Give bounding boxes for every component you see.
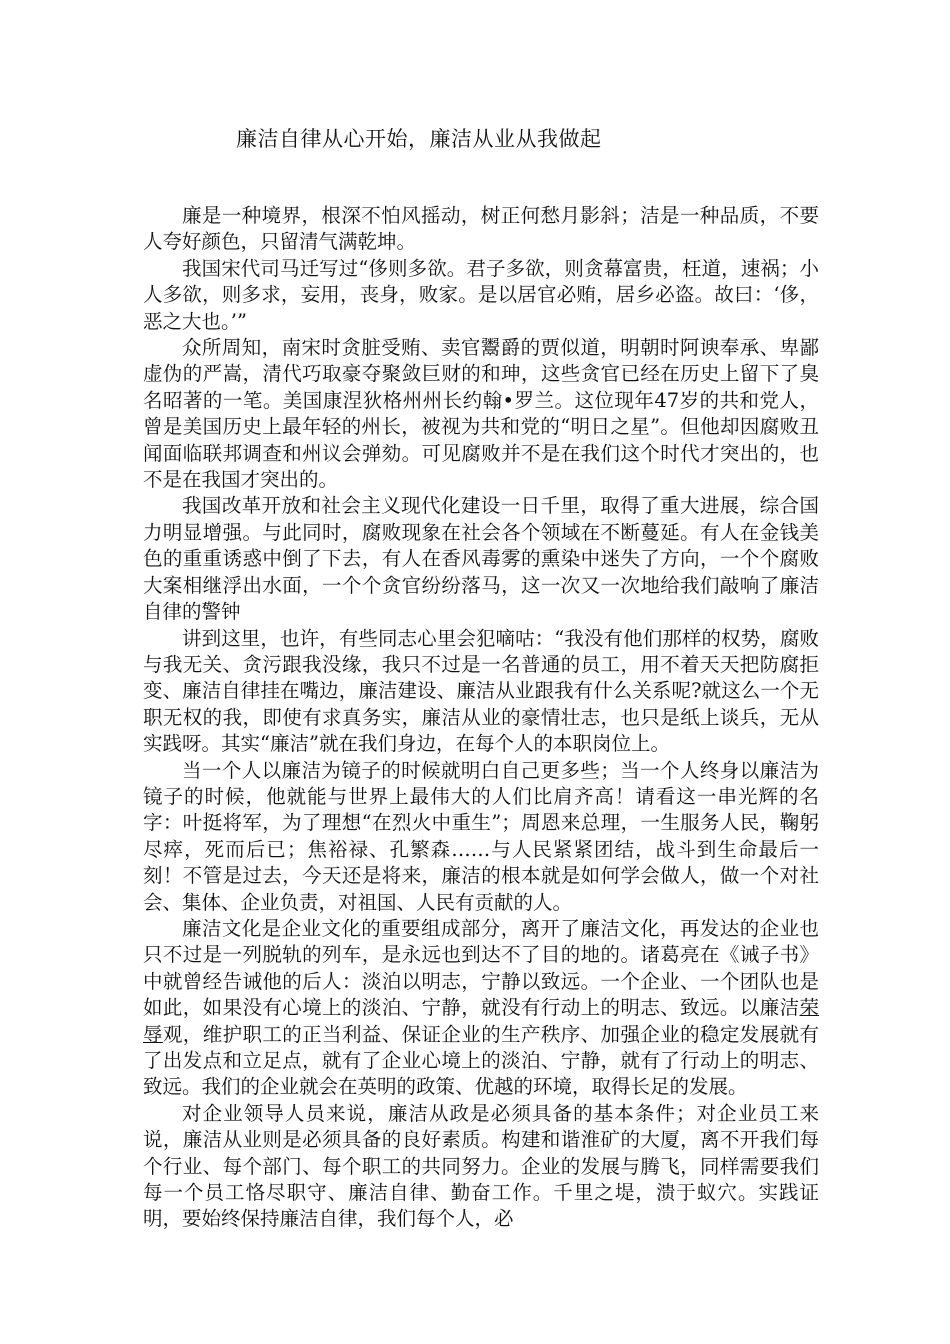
- paragraph-4: 我国改革开放和社会主义现代化建设一日千里，取得了重大进展，综合国力明显增强。与此同时，腐败现象在社会各个领域在不断蔓延。有人在金钱美色的重重诱惑中倒了下去，有人在香风毒雾的熏染中迷失了方向，一个个腐败大案相继浮出水面，一个个贪官纷纷落马，这一次又一次地给我们敲响了廉洁自律的警钟: [143, 494, 819, 624]
- document-body: [143, 203, 819, 1233]
- paragraph-2: 我国宋代司马迁写过“侈则多欲。君子多欲，则贪幕富贵，枉道，速祸；小人多欲，则多求，妄用，丧身，败家。是以居官必贿，居乡必盗。故曰：‘侈，恶之大也。’”: [143, 256, 819, 333]
- paragraph-5: 讲到这里，也许，有些同志心里会犯嘀咕：“我没有他们那样的权势，腐败与我无关、贪污跟我没缘，我只不过是一名普通的员工，用不着天天把防腐拒变、廉洁自律挂在嘴边，廉洁建设、廉洁从业跟我有什么关系呢?就这么一个无职无权的我，即使有求真务实，廉洁从业的豪情壮志，也只是纸上谈兵，无从实践呀。其实“廉洁”就在我们身边，在每个人的本职岗位上。: [143, 626, 819, 756]
- paragraph-1: 廉是一种境界，根深不怕风摇动，树正何愁月影斜；洁是一种品质，不要人夸好颜色，只留清气满乾坤。: [143, 204, 819, 254]
- underlined-term: 荣辱: [143, 996, 819, 1046]
- paragraph-6: 当一个人以廉洁为镜子的时候就明白自己更多些；当一个人终身以廉洁为镜子的时候，他就能与世界上最伟大的人们比肩齐高！请看这一串光辉的名字：叶挺将军，为了理想“在烈火中重生”；周恩来总理，一生服务人民，鞠躬尽瘁，死而后已；焦裕禄、孔繁森……与人民紧紧团结，战斗到生命最后一刻！不管是过去，今天还是将来，廉洁的根本就是如何学会做人，做一个对社会、集体、企业负责，对祖国、人民有贡献的人。: [143, 758, 819, 914]
- paragraph-8: 对企业领导人员来说，廉洁从政是必须具备的基本条件；对企业员工来说，廉洁从业则是必须具备的良好素质。构建和谐淮矿的大厦，离不开我们每个行业、每个部门、每个职工的共同努力。企业的发展与腾飞，同样需要我们每一个员工恪尽职守、廉洁自律、勤奋工作。千里之堤，溃于蚁穴。实践证明，要始终保持廉洁自律，我们每个人，必: [143, 1101, 819, 1231]
- document-title: 廉洁自律从心开始，廉洁从业从我做起: [236, 127, 602, 151]
- paragraph-7-text-a: 廉洁文化是企业文化的重要组成部分，离开了廉洁文化，再发达的企业也只不过是一列脱轨的列车，是永远也到达不了目的地的。诸葛亮在《诫子书》中就曾经告诫他的后人：淡泊以明志，宁静以致远。一个企业、一个团队也是如此，如果没有心境上的淡泊、宁静，就没有行动上的明志、致远。以廉洁: [143, 916, 819, 1020]
- paragraph-7-text-b: 观，维护职工的正当利益、保证企业的生产秩序、加强企业的稳定发展就有了出发点和立足点，就有了企业心境上的淡泊、宁静，就有了行动上的明志、致远。我们的企业就会在英明的政策、优越的环境，取得长足的发展。: [143, 1022, 819, 1099]
- paragraph-3: 众所周知，南宋时贪脏受贿、卖官鬻爵的贾似道，明朝时阿谀奉承、卑鄙虚伪的严嵩，清代巧取豪夺聚敛巨财的和珅，这些贪官已经在历史上留下了臭名昭著的一笔。美国康涅狄格州州长约翰•罗兰。这位现年47岁的共和党人，曾是美国历史上最年轻的州长，被视为共和党的“明日之星”。但他却因腐败丑闻面临联邦调查和州议会弹劾。可见腐败并不是在我们这个时代才突出的，也不是在我国才突出的。: [143, 336, 819, 492]
- paragraph-7: [143, 916, 819, 1101]
